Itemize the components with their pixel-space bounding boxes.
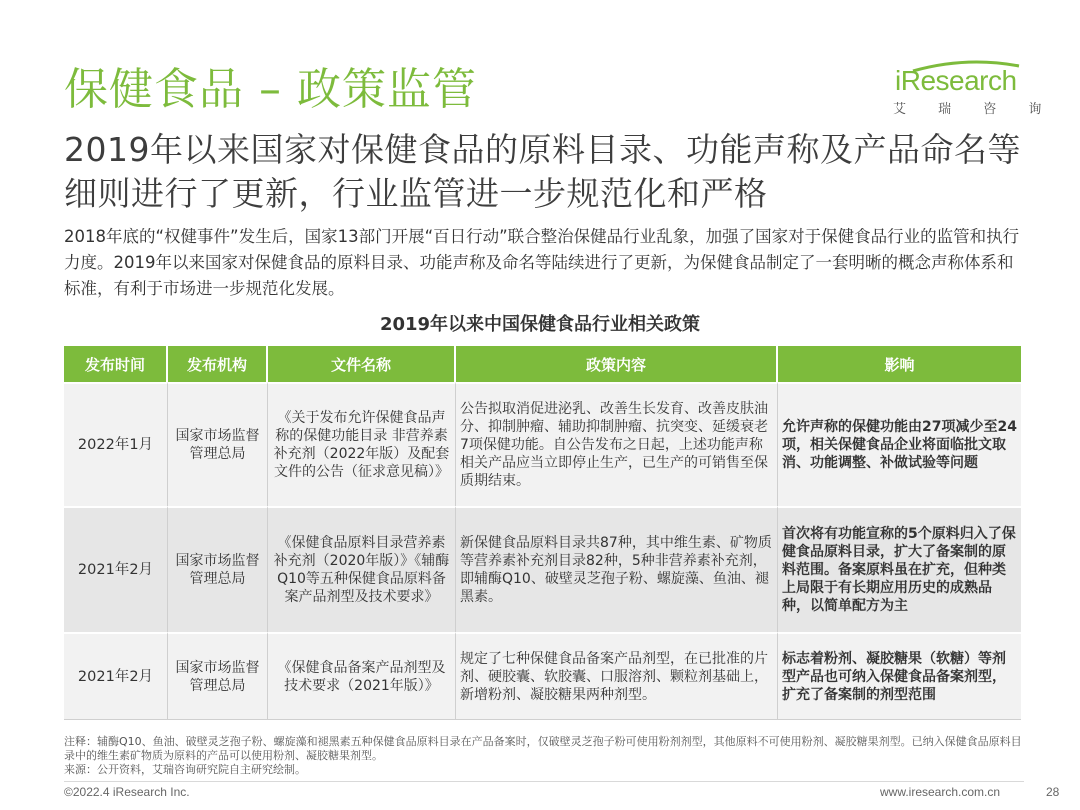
header-date: 发布时间 — [64, 346, 168, 382]
page-title: 保健食品 – 政策监管 — [64, 64, 477, 115]
intro-paragraph: 2018年底的“权健事件”发生后，国家13部门开展“百日行动”联合整治保健品行业乱象，加强了国家对于保健食品行业的监管和执行力度。2019年以来国家对保健食品的原料目录、功能声称及命名等陆续进行了更新，为保健食品制定了一套明晰的概念声称体系和标准，有利于市场进一步规范化发展。 — [64, 227, 1020, 298]
copyright: ©2022.4 iResearch Inc. — [64, 785, 190, 799]
table-row — [64, 382, 1021, 506]
header-doc: 文件名称 — [268, 346, 456, 382]
cell-org: 国家市场监督管理总局 — [168, 632, 268, 720]
cell-doc: 《保健食品原料目录营养素补充剂（2020年版）》《辅酶Q10等五种保健食品原料备案产品剂型及技术要求》 — [268, 506, 456, 632]
cell-date: 2021年2月 — [64, 632, 168, 720]
table-header-row — [64, 346, 1021, 382]
cell-content: 规定了七种保健食品备案产品剂型，在已批准的片剂、硬胶囊、软胶囊、口服溶剂、颗粒剂基础上，新增粉剂、凝胶糖果两种剂型。 — [456, 632, 778, 720]
cell-doc: 《关于发布允许保健食品声称的保健功能目录 非营养素补充剂（2022年版）及配套文件的公告（征求意见稿）》 — [268, 382, 456, 506]
cell-impact: 标志着粉剂、凝胶糖果（软糖）等剂型产品也可纳入保健食品备案剂型，扩充了备案制的剂型范围 — [778, 632, 1021, 720]
iresearch-logo — [893, 60, 1056, 120]
logo-subtitle: 艾 瑞 咨 询 — [893, 102, 1056, 117]
note-text: 注释：辅酶Q10、鱼油、破壁灵芝孢子粉、螺旋藻和褪黑素五种保健食品原料目录在产品备案时，仅破壁灵芝孢子粉可使用粉剂剂型，其他原料不可使用粉剂、凝胶糖果剂型。已纳入保健食品原料目录中的维生素矿物质为原料的产品可以使用粉剂、凝胶糖果剂型。 — [64, 735, 1022, 762]
page-number: 28 — [1046, 785, 1060, 799]
website-link[interactable]: www.iresearch.com.cn — [880, 785, 1001, 799]
cell-content: 公告拟取消促进泌乳、改善生长发育、改善皮肤油分、抑制肿瘤、辅助抑制肿瘤、抗突变、延缓衰老7项保健功能。自公告发布之日起，上述功能声称相关产品应当立即停止生产，已生产的可销售至保质期结束。 — [456, 382, 778, 506]
footnote — [64, 735, 1024, 777]
cell-impact: 首次将有功能宣称的5个原料归入了保健食品原料目录，扩大了备案制的原料范围。备案原料虽在扩充，但种类上局限于有长期应用历史的成熟品种，以简单配方为主 — [778, 506, 1021, 632]
cell-content: 新保健食品原料目录共87种，其中维生素、矿物质等营养素补充剂目录82种，5种非营养素补充剂，即辅酶Q10、破壁灵芝孢子粉、螺旋藻、鱼油、褪黑素。 — [456, 506, 778, 632]
cell-org: 国家市场监督管理总局 — [168, 506, 268, 632]
cell-doc: 《保健食品备案产品剂型及技术要求（2021年版）》 — [268, 632, 456, 720]
cell-date: 2021年2月 — [64, 506, 168, 632]
header-org: 发布机构 — [168, 346, 268, 382]
source-text: 来源：公开资料，艾瑞咨询研究院自主研究绘制。 — [64, 763, 306, 776]
logo-text: iResearch — [895, 65, 1017, 96]
table-title: 2019年以来中国保健食品行业相关政策 — [379, 314, 701, 335]
table-row — [64, 506, 1021, 632]
header-content: 政策内容 — [456, 346, 778, 382]
policy-table — [64, 346, 1021, 720]
headline: 2019年以来国家对保健食品的原料目录、功能声称及产品命名等细则进行了更新，行业监管进一步规范化和严格 — [64, 130, 1021, 213]
cell-impact: 允许声称的保健功能由27项减少至24项，相关保健食品企业将面临批文取消、功能调整、补做试验等问题 — [778, 382, 1021, 506]
cell-org: 国家市场监督管理总局 — [168, 382, 268, 506]
footer-divider — [64, 781, 1024, 782]
table-row — [64, 632, 1021, 720]
header-impact: 影响 — [778, 346, 1021, 382]
cell-date: 2022年1月 — [64, 382, 168, 506]
